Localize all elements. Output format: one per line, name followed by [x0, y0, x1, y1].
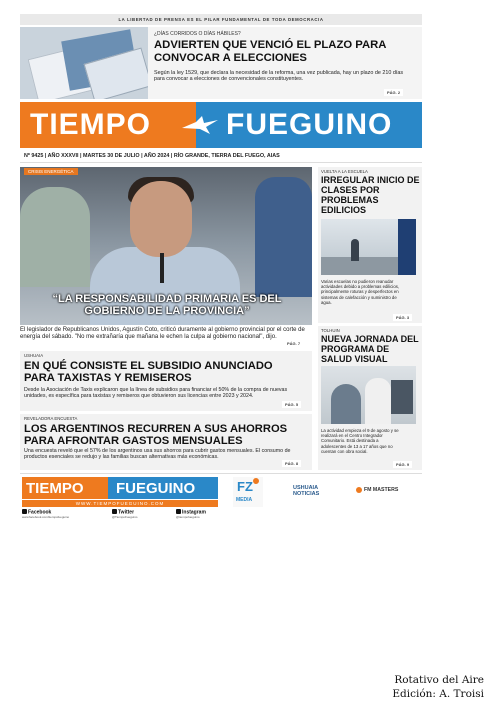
side-story-schools[interactable]: [318, 167, 422, 323]
story-text: Una encuesta reveló que el 57% de los argentinos usa sus ahorros para cubrir gastos mensuales. El consumo de productos esenciales se redujo y las familias buscan alternativas más económicas.: [24, 448, 291, 461]
story-headline: LOS ARGENTINOS RECURREN A SUS AHORROS PARA AFRONTAR GASTOS MENSUALES: [24, 423, 288, 447]
instagram-handle: @tiempofueguino: [176, 515, 200, 519]
footer-url[interactable]: WWW.TIEMPOFUEGUINO.COM: [22, 500, 218, 507]
footer-logo[interactable]: [22, 477, 218, 499]
top-story-headline: ADVIERTEN QUE VENCIÓ EL PLAZO PARA CONVOCAR A ELECCIONES: [154, 39, 387, 64]
twitter-icon: [112, 509, 117, 514]
twitter-handle: @TiempoFueguino: [112, 515, 138, 519]
side-story-headline: IRREGULAR INICIO DE CLASES POR PROBLEMAS EDILICIOS: [321, 175, 420, 215]
story-kicker: REVELADORA ENCUESTA: [24, 416, 78, 421]
credits-line-1: Rotativo del Aire: [394, 674, 484, 686]
side-story-tag: TOLHUIN: [321, 328, 340, 333]
instagram-icon: [176, 509, 181, 514]
top-story-page: PÁG. 2: [384, 89, 403, 96]
footer-logo-left: TIEMPO: [26, 480, 84, 497]
instagram-link[interactable]: Instagram: [176, 509, 206, 516]
story-kicker: USHUAIA: [24, 353, 44, 358]
top-story[interactable]: [20, 27, 422, 99]
footer-logo-right: FUEGUINO: [116, 480, 196, 497]
facebook-handle: www.facebook.com/tiempofueguino: [22, 515, 70, 519]
main-story-tag: CRISIS ENERGÉTICA: [24, 168, 78, 175]
credits: [392, 673, 484, 701]
side-story-page: PÁG. 3: [393, 314, 412, 321]
ushuaia-noticias-logo[interactable]: USHUAIA NOTICIAS: [293, 485, 320, 497]
story-headline: EN QUÉ CONSISTE EL SUBSIDIO ANUNCIADO PARA TAXISTAS Y REMISEROS: [24, 360, 273, 384]
side-story-photo: [321, 219, 416, 275]
story-page: PÁG. 8: [282, 460, 301, 467]
top-story-kicker: ¿DÍAS CORRIDOS O DÍAS HÁBILES?: [154, 31, 241, 37]
masthead: [20, 102, 422, 148]
credits-line-2: Edición: A. Troisi: [392, 688, 484, 700]
side-story-text: Varias escuelas no pudieron reanudar actividades debido a problemas edilicios, principalmente roturas y desperfectos en sistemas de calefacción y suministro de agua.: [321, 279, 400, 305]
story-page: PÁG. 5: [282, 401, 301, 408]
side-story-photo: [321, 366, 416, 424]
fm-masters-icon: [356, 487, 362, 493]
facebook-link[interactable]: Facebook: [22, 509, 51, 516]
motto-bar: LA LIBERTAD DE PRENSA ES EL PILAR FUNDAMENTAL DE TODA DEMOCRACIA: [20, 14, 422, 25]
side-story-tag: VUELTA A LA ESCUELA: [321, 169, 368, 174]
side-story-headline: NUEVA JORNADA DEL PROGRAMA DE SALUD VISUAL: [321, 334, 419, 364]
side-story-text: La actividad empieza el 9 de agosto y se realizará en el Centro Integrador Comunitario. Está destinada a adolescentes de 13 a 17 años que no cuentan con obra social.: [321, 428, 399, 454]
side-story-vision[interactable]: [318, 326, 422, 470]
top-story-photo: [20, 27, 148, 99]
main-story-lead: El legislador de Republicanos Unidos, Agustín Coto, criticó duramente al gobierno provincial por el corte de energía del sábado. "No me extrañaría que mañana le echen la culpa al gobierno nacional", dijo.: [20, 327, 305, 340]
issue-line: Nº 9425 | AÑO XXXVII | MARTES 30 DE JULIO | AÑO 2024 | RÍO GRANDE, TIERRA DEL FUEGO, AIAS: [20, 150, 422, 163]
main-story-photo[interactable]: [20, 167, 312, 325]
footer: [20, 473, 422, 519]
masthead-right: FUEGUINO: [226, 108, 393, 141]
newspaper-front-page: [20, 14, 422, 519]
fz-media-logo[interactable]: FZ MEDIA: [233, 477, 263, 507]
facebook-icon: [22, 509, 27, 514]
top-story-text: Según la ley 1529, que declara la necesidad de la reforma, una vez publicada, hay un plazo de 210 días para convocar a elecciones de convencionales constituyentes.: [154, 70, 404, 83]
bird-logo-icon: [180, 114, 220, 136]
main-story-page: PÁG. 7: [284, 340, 303, 347]
story-taxi-subsidy[interactable]: [20, 351, 312, 411]
main-story-quote: “LA RESPONSABILIDAD PRIMARIA ES DEL GOBIERNO DE LA PROVINCIA”: [52, 293, 282, 317]
twitter-link[interactable]: Twitter: [112, 509, 134, 516]
story-savings[interactable]: [20, 414, 312, 470]
fm-masters-logo[interactable]: FM MASTERS: [364, 487, 399, 493]
side-story-page: PÁG. 9: [393, 461, 412, 468]
masthead-left: TIEMPO: [30, 108, 152, 141]
story-text: Desde la Asociación de Taxis explicaron que la línea de subsidios para financiar el 50% de la compra de nuevas unidades, es específica para taxistas y remiseros que obtuvieron sus licencias entre 2023 y 2024.: [24, 387, 288, 400]
